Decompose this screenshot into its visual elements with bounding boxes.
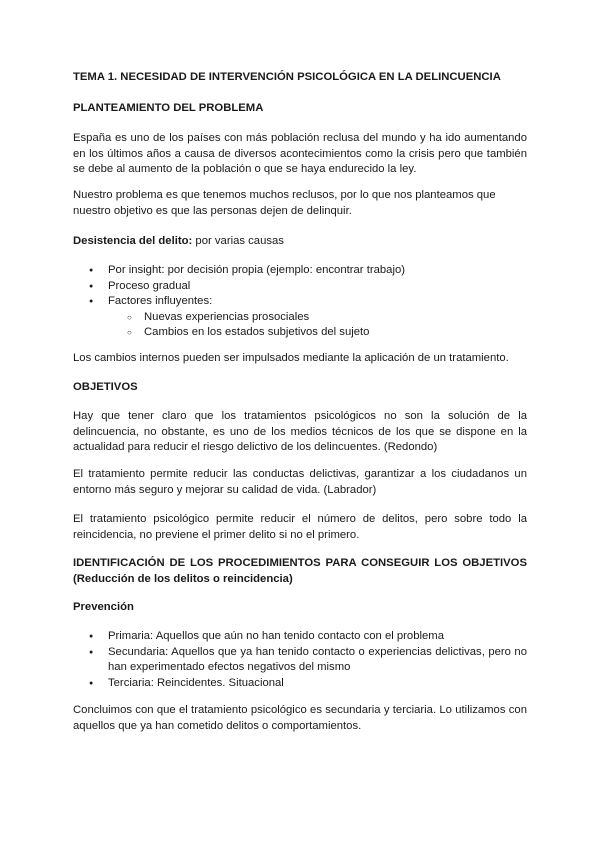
section-heading-objetivos: OBJETIVOS [73, 381, 138, 393]
paragraph-nuestro-problema: Nuestro problema es que tenemos muchos reclusos, por lo que nos planteamos que nuestro objetivo es que las personas dejen de delinquir. [73, 189, 496, 217]
list-item: ● Por insight: por decisión propia (ejemplo: encontrar trabajo) [73, 263, 527, 279]
list-item-label: Factores influyentes: [108, 295, 213, 307]
paragraph-redondo: Hay que tener claro que los tratamientos psicológicos no son la solución de la delincuencia, no obstante, es uno de los medios técnicos de los que se dispone en la actualidad para reducir el riesgo delictivo de los delincuentes. (Redondo) [73, 410, 527, 453]
list-item: ● Secundaria: Aquellos que ya han tenido contacto o experiencias delictivas, pero no han experimentado efectos negativos del mismo [73, 645, 527, 676]
section-heading-planteamiento: PLANTEAMIENTO DEL PROBLEMA [73, 102, 264, 114]
document-title: TEMA 1. NECESIDAD DE INTERVENCIÓN PSICOLÓGICA EN LA DELINCUENCIA [73, 71, 501, 83]
paragraph-cambios-internos: Los cambios internos pueden ser impulsados mediante la aplicación de un tratamiento. [73, 352, 509, 364]
list-item: ● Terciaria: Reincidentes. Situacional [73, 676, 527, 692]
desistencia-label: Desistencia del delito: [73, 235, 193, 247]
paragraph-poblacion-reclusa: España es uno de los países con más población reclusa del mundo y ha ido aumentando en los últimos años a causa de diversos acontecimientos como la crisis pero que también se debe al aumento de la población o que se haya endurecido la ley. [73, 132, 527, 175]
sub-list-item: ○ Nuevas experiencias prosociales [108, 310, 527, 326]
list-item: ● Primaria: Aquellos que aún no han tenido contacto con el problema [73, 629, 527, 645]
prevencion-list [73, 629, 527, 691]
list-item: ● Proceso gradual [73, 279, 527, 295]
desistencia-list [73, 263, 527, 341]
paragraph-reincidencia: El tratamiento psicológico permite reducir el número de delitos, pero sobre todo la reincidencia, no previene el primer delito si no el primero. [73, 513, 527, 541]
desistencia-text: por varias causas [192, 235, 284, 247]
subheading-prevencion: Prevención [73, 601, 134, 613]
list-item [73, 294, 527, 310]
sub-list-item: ○ Cambios en los estados subjetivos del sujeto [108, 325, 527, 341]
section-heading-identificacion: IDENTIFICACIÓN DE LOS PROCEDIMIENTOS PARA CONSEGUIR LOS OBJETIVOS (Reducción de los delitos o reincidencia) [73, 557, 527, 585]
paragraph-desistencia [73, 234, 527, 250]
paragraph-conclusion: Concluimos con que el tratamiento psicológico es secundaria y terciaria. Lo utilizamos con aquellos que ya han cometido delitos o comportamientos. [73, 704, 527, 732]
paragraph-labrador: El tratamiento permite reducir las conductas delictivas, garantizar a los ciudadanos un entorno más seguro y mejorar su calidad de vida. (Labrador) [73, 468, 527, 496]
